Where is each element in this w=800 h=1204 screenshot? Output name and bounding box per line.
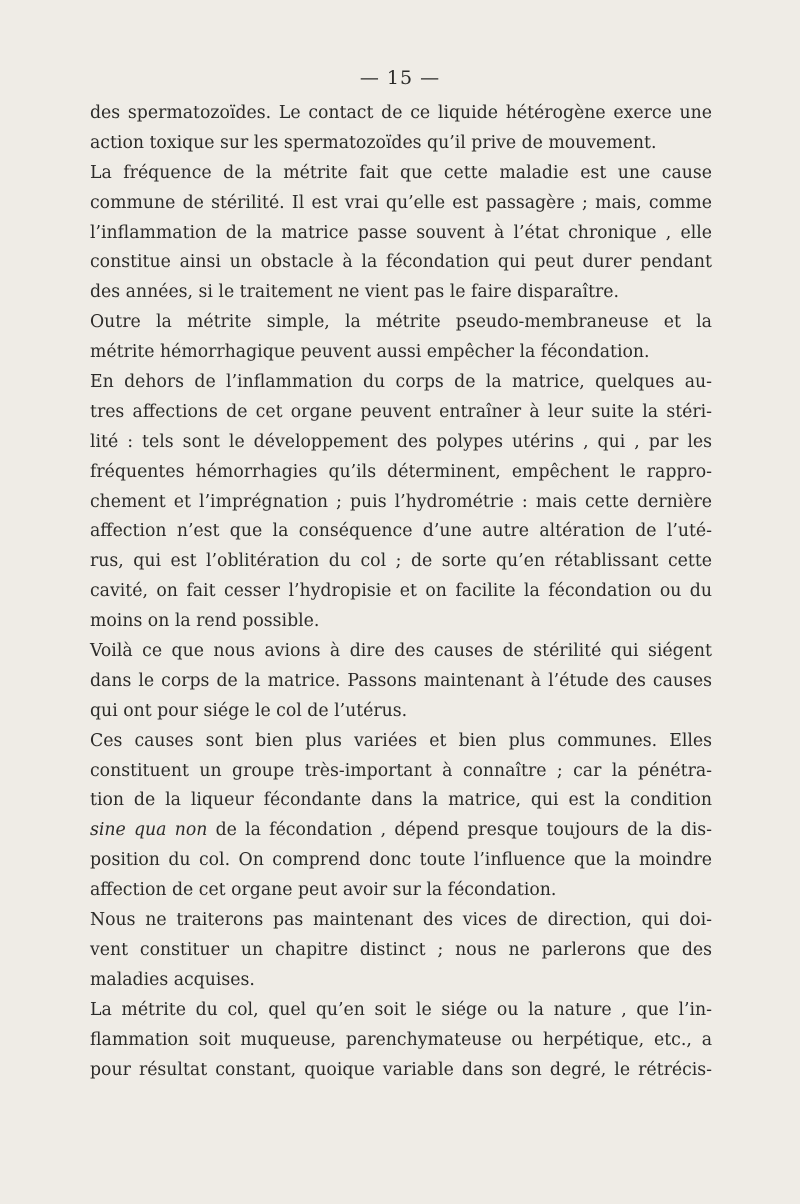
text-line: En dehors de l’inflammation du corps de la matrice, quelques au- xyxy=(90,372,712,393)
text-line: maladies acquises. xyxy=(90,969,255,990)
text-line: métrite hémorrhagique peuvent aussi empêcher la fécondation. xyxy=(90,342,650,363)
text-line: Voilà ce que nous avions à dire des causes de stérilité qui siégent xyxy=(90,641,712,662)
text-line: La métrite du col, quel qu’en soit le siége ou la nature , que l’in- xyxy=(90,999,712,1020)
text-line: l’inflammation de la matrice passe souvent à l’état chronique , elle xyxy=(90,222,712,243)
text-line: action toxique sur les spermatozoïdes qu’il prive de mouvement. xyxy=(90,132,657,153)
text-line: tion de la liqueur fécondante dans la matrice, qui est la condition xyxy=(90,790,712,811)
text-line: Nous ne traiterons pas maintenant des vices de direction, qui doi- xyxy=(90,910,712,931)
latin-phrase: sine qua non xyxy=(90,820,208,841)
text-line: fréquentes hémorrhagies qu’ils déterminent, empêchent le rappro- xyxy=(90,461,712,482)
text-line: tres affections de cet organe peuvent entraîner à leur suite la stéri- xyxy=(90,401,712,422)
text-line: pour résultat constant, quoique variable dans son degré, le rétrécis- xyxy=(90,1059,712,1080)
text-line: La fréquence de la métrite fait que cette maladie est une cause xyxy=(90,162,712,183)
text-line: des spermatozoïdes. Le contact de ce liquide hétérogène exerce une xyxy=(90,103,712,123)
body-text xyxy=(90,99,712,1085)
text-line: sine qua non de la fécondation , dépend presque toujours de la dis- xyxy=(90,820,712,841)
text-line: Outre la métrite simple, la métrite pseudo-membraneuse et la xyxy=(90,312,712,333)
text-line: chement et l’imprégnation ; puis l’hydrométrie : mais cette dernière xyxy=(90,491,712,512)
page-number: — 15 — xyxy=(359,67,441,89)
text-line: constitue ainsi un obstacle à la fécondation qui peut durer pendant xyxy=(90,252,712,273)
text-line: des années, si le traitement ne vient pas le faire disparaître. xyxy=(90,282,620,303)
text-line: cavité, on fait cesser l’hydropisie et on facilite la fécondation ou du xyxy=(90,581,712,602)
text-line: vent constituer un chapitre distinct ; nous ne parlerons que des xyxy=(90,939,712,960)
text-line: affection n’est que la conséquence d’une autre altération de l’uté- xyxy=(90,521,712,542)
text-line: commune de stérilité. Il est vrai qu’elle est passagère ; mais, comme xyxy=(90,192,712,213)
text-line: moins on la rend possible. xyxy=(90,611,320,632)
text-line: flammation soit muqueuse, parenchymateuse ou herpétique, etc., a xyxy=(90,1029,712,1050)
text-line: position du col. On comprend donc toute l’influence que la moindre xyxy=(90,850,712,871)
text-line: dans le corps de la matrice. Passons maintenant à l’étude des causes xyxy=(90,670,712,691)
text-line: constituent un groupe très-important à connaître ; car la pénétra- xyxy=(90,760,712,781)
text-line: qui ont pour siége le col de l’utérus. xyxy=(90,700,408,721)
text-line: Ces causes sont bien plus variées et bien plus communes. Elles xyxy=(90,730,712,751)
text-line: lité : tels sont le développement des polypes utérins , qui , par les xyxy=(90,431,712,452)
text-line: affection de cet organe peut avoir sur la fécondation. xyxy=(90,880,557,901)
text-line: rus, qui est l’oblitération du col ; de sorte qu’en rétablissant cette xyxy=(90,551,712,572)
